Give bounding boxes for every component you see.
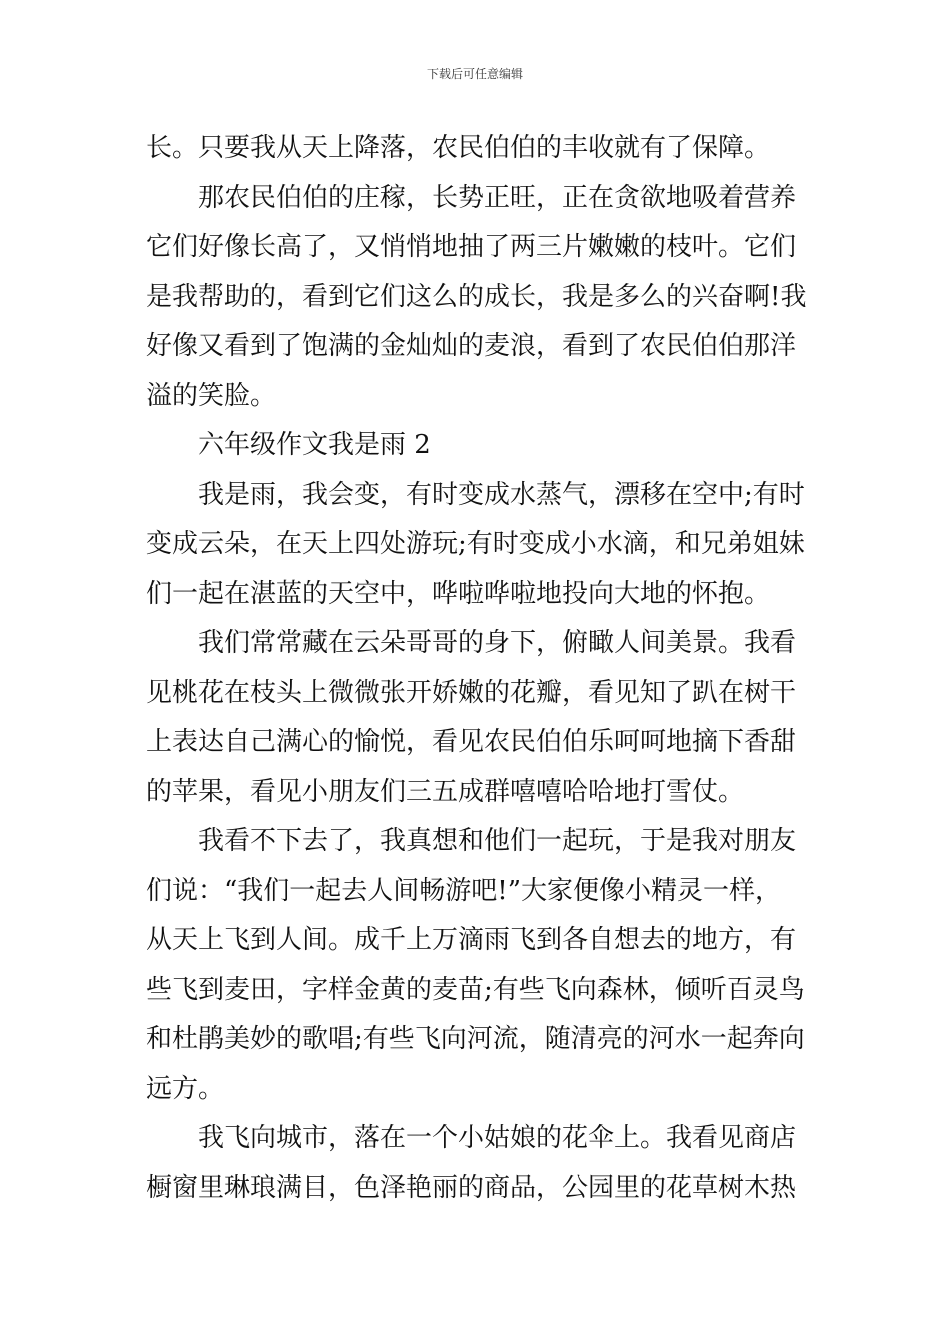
text-line: 变成云朵，在天上四处游玩;有时变成小水滴，和兄弟姐妹 [146,529,805,559]
text-line: 从天上飞到人间。成千上万滴雨飞到各自想去的地方，有 [146,925,797,955]
text-line: 我飞向城市，落在一个小姑娘的花伞上。我看见商店 [198,1123,797,1153]
text-line: 些飞到麦田，字样金黄的麦苗;有些飞向森林，倾听百灵鸟 [146,974,805,1005]
text-line: 和杜鹃美妙的歌唱;有些飞向河流，随清亮的河水一起奔向 [146,1024,805,1054]
text-line: 那农民伯伯的庄稼，长势正旺，正在贪欲地吸着营养 [198,182,797,213]
text-line: 见桃花在枝头上微微张开娇嫩的花瓣，看见知了趴在树干 [146,677,797,708]
text-line: 长。只要我从天上降落，农民伯伯的丰收就有了保障。 [146,133,771,163]
text-line: 远方。 [146,1073,225,1104]
text-line: 上表达自己满心的愉悦，看见农民伯伯乐呵呵地摘下香甜 [146,727,797,757]
text-line: 六年级作文我是雨 2 [198,430,431,460]
document-body [146,124,806,1213]
text-line: 的苹果，看见小朋友们三五成群嘻嘻哈哈地打雪仗。 [146,776,745,807]
page-header: 下载后可任意编辑 [426,67,523,81]
text-line: 我是雨，我会变，有时变成水蒸气，漂移在空中;有时 [198,479,805,510]
text-line: 它们好像长高了，又悄悄地抽了两三片嫩嫩的枝叶。它们 [146,232,797,262]
text-line: 我们常常藏在云朵哥哥的身下，俯瞰人间美景。我看 [198,628,797,658]
text-line: 橱窗里琳琅满目，色泽艳丽的商品，公园里的花草树木热 [146,1172,797,1203]
text-line: 我看不下去了，我真想和他们一起玩，于是我对朋友 [198,826,797,856]
text-line: 好像又看到了饱满的金灿灿的麦浪，看到了农民伯伯那洋 [146,331,797,361]
text-line: 是我帮助的，看到它们这么的成长，我是多么的兴奋啊!我 [146,281,806,312]
text-line: 们说：“我们一起去人间畅游吧!”大家便像小精灵一样， [146,875,782,906]
text-line: 溢的笑脸。 [146,380,277,411]
text-line: 们一起在湛蓝的天空中，哗啦哗啦地投向大地的怀抱。 [146,578,771,609]
